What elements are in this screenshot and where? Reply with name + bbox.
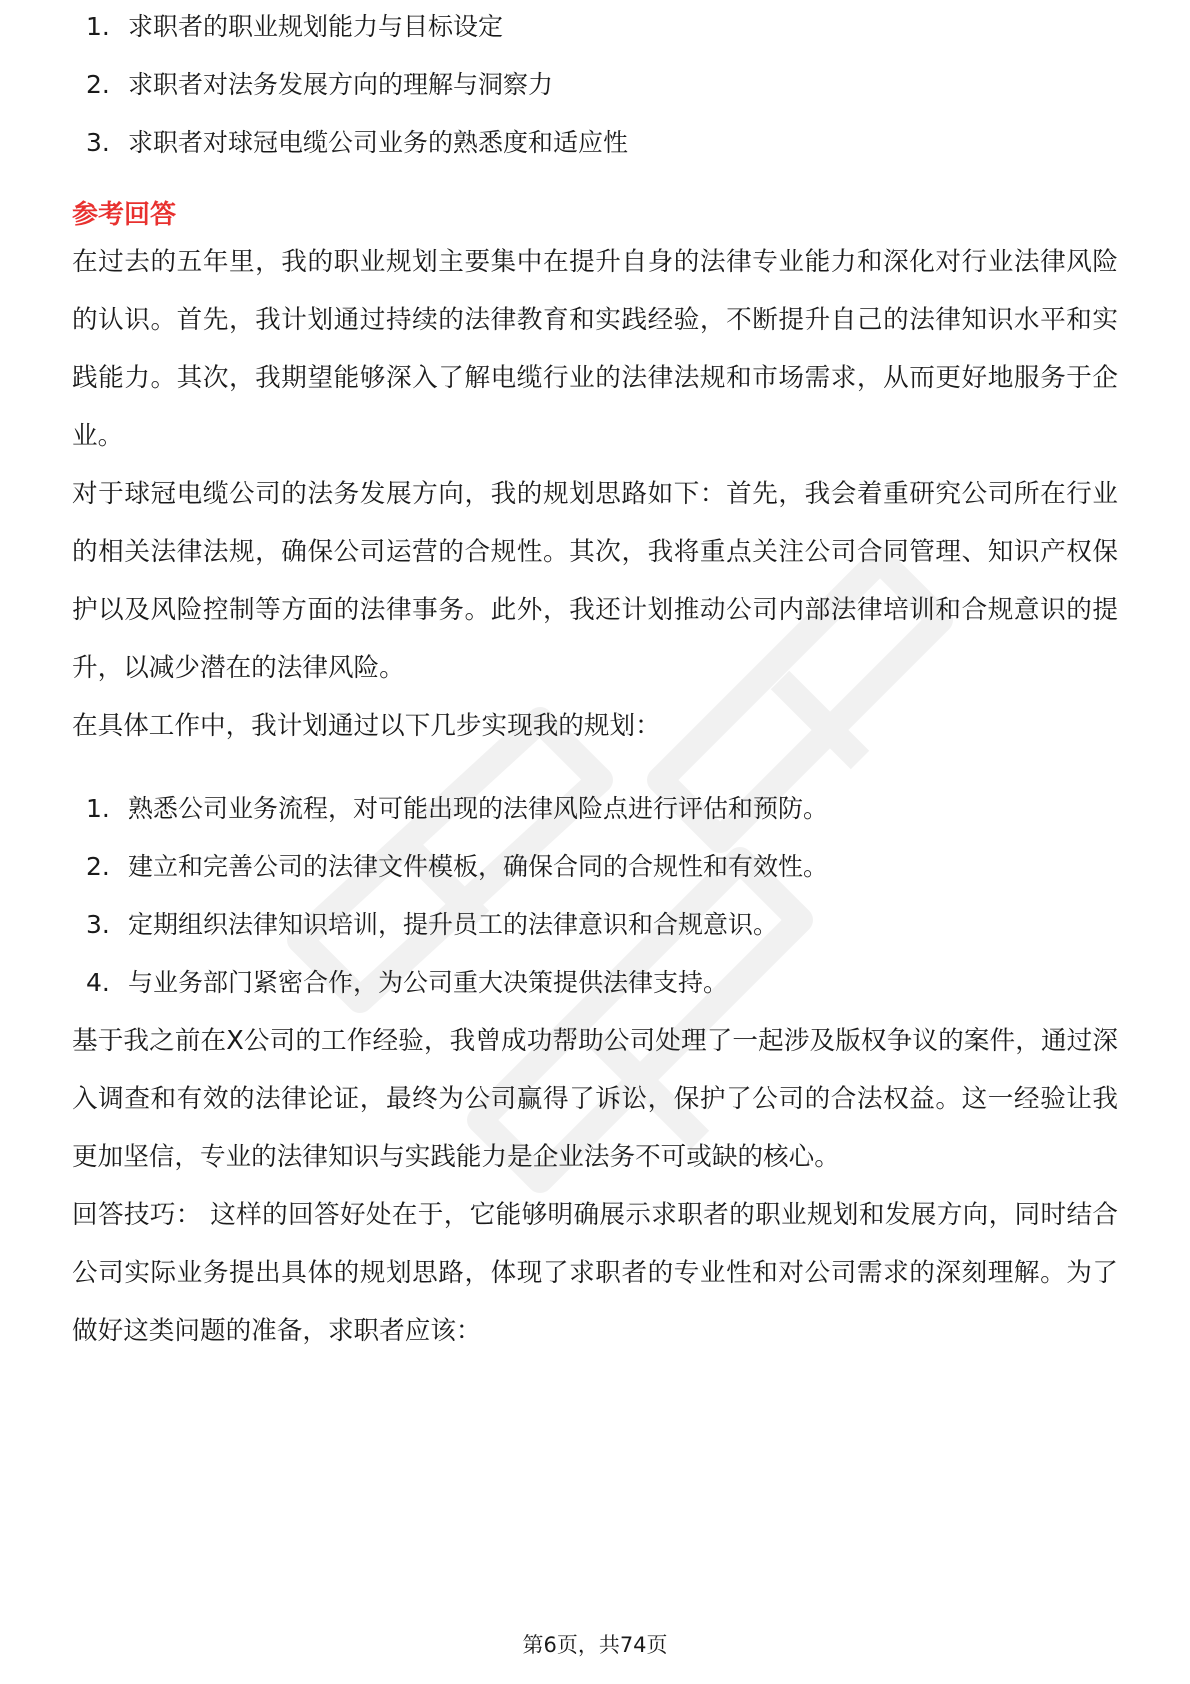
list-number: 1.	[86, 12, 110, 41]
list-text: 定期组织法律知识培训，提升员工的法律意识和合规意识。	[128, 910, 779, 939]
answer-paragraph-3: 在具体工作中，我计划通过以下几步实现我的规划：	[72, 711, 661, 741]
list-item	[72, 56, 1118, 114]
list-item	[72, 12, 1118, 56]
list-item	[72, 114, 1118, 172]
answer-paragraph-1: 在过去的五年里，我的职业规划主要集中在提升自身的法律专业能力和深化对行业法律风险的认识。首先，我计划通过持续的法律教育和实践经验，不断提升自己的法律知识水平和实践能力。其次，我期望能够深入了解电缆行业的法律法规和市场需求，从而更好地服务于企业。	[72, 247, 1118, 451]
list-item	[72, 954, 1118, 1012]
list-item	[72, 896, 1118, 954]
list-text: 建立和完善公司的法律文件模板，确保合同的合规性和有效性。	[128, 852, 829, 881]
answer-paragraph-4: 基于我之前在X公司的工作经验，我曾成功帮助公司处理了一起涉及版权争议的案件，通过深入调查和有效的法律论证，最终为公司赢得了诉讼，保护了公司的合法权益。这一经验让我更加坚信，专业的法律知识与实践能力是企业法务不可或缺的核心。	[72, 1026, 1118, 1172]
list-text: 与业务部门紧密合作，为公司重大决策提供法律支持。	[128, 968, 729, 997]
answer-heading: 参考回答	[72, 200, 177, 230]
list-number: 1.	[86, 794, 110, 823]
list-text: 求职者的职业规划能力与目标设定	[128, 12, 504, 41]
list-text: 求职者对法务发展方向的理解与洞察力	[128, 70, 554, 99]
list-number: 4.	[86, 968, 110, 997]
page-number-footer: 第6页，共74页	[522, 1633, 668, 1657]
list-item	[72, 838, 1118, 896]
list-item	[72, 780, 1118, 838]
list-text: 熟悉公司业务流程，对可能出现的法律风险点进行评估和预防。	[128, 794, 829, 823]
content-area	[72, 12, 1118, 1360]
evaluation-points-list	[72, 12, 1118, 172]
list-number: 3.	[86, 128, 110, 157]
answer-tips-paragraph: 回答技巧： 这样的回答好处在于，它能够明确展示求职者的职业规划和发展方向，同时结合公司实际业务提出具体的规划思路，体现了求职者的专业性和对公司需求的深刻理解。为了做好这类问题的准备，求职者应该：	[72, 1200, 1118, 1346]
list-number: 2.	[86, 70, 110, 99]
list-number: 3.	[86, 910, 110, 939]
answer-paragraph-2: 对于球冠电缆公司的法务发展方向，我的规划思路如下：首先，我会着重研究公司所在行业的相关法律法规，确保公司运营的合规性。其次，我将重点关注公司合同管理、知识产权保护以及风险控制等方面的法律事务。此外，我还计划推动公司内部法律培训和合规意识的提升，以减少潜在的法律风险。	[72, 479, 1118, 683]
steps-list	[72, 780, 1118, 1012]
list-number: 2.	[86, 852, 110, 881]
list-text: 求职者对球冠电缆公司业务的熟悉度和适应性	[128, 128, 629, 157]
